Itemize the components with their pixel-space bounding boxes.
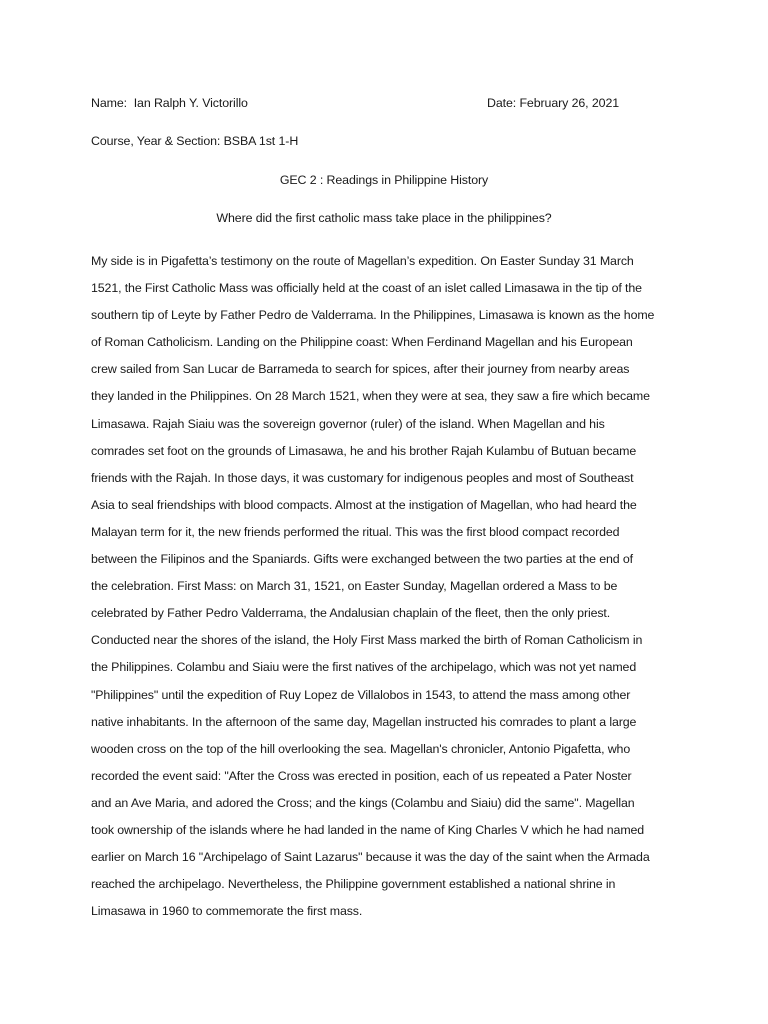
body-line: Conducted near the shores of the island, the Holy First Mass marked the birth of Roman Catholicism in	[91, 633, 643, 648]
course-title: GEC 2 : Readings in Philippine History	[279, 173, 489, 187]
course-label: Course, Year & Section:	[91, 134, 221, 148]
date-label: Date:	[487, 96, 517, 110]
body-line: and an Ave Maria, and adored the Cross; and the kings (Colambu and Siaiu) did the same". Magellan	[91, 795, 635, 810]
body-line: celebrated by Father Pedro Valderrama, the Andalusian chaplain of the fleet, then the only priest.	[91, 606, 611, 621]
body-line: My side is in Pigafetta’s testimony on the route of Magellan’s expedition. On Easter Sunday 31 March	[91, 254, 634, 268]
body-line: Limasawa in 1960 to commemorate the first mass.	[91, 904, 363, 919]
body-line: took ownership of the islands where he had landed in the name of King Charles V which he had named	[91, 822, 645, 837]
body-line: earlier on March 16 "Archipelago of Saint Lazarus" because it was the day of the saint when the Armada	[91, 850, 650, 865]
body-line: Limasawa. Rajah Siaiu was the sovereign governor (ruler) of the island. When Magellan and his	[91, 416, 605, 431]
body-line: they landed in the Philippines. On 28 March 1521, when they were at sea, they saw a fire which became	[91, 389, 650, 404]
essay-body	[91, 248, 691, 925]
body-line: Malayan term for it, the new friends performed the ritual. This was the first blood compact recorded	[91, 524, 620, 539]
body-line: crew sailed from San Lucar de Barrameda to search for spices, after their journey from nearby areas	[91, 362, 630, 377]
body-line: the celebration. First Mass: on March 31, 1521, on Easter Sunday, Magellan ordered a Mass to be	[91, 579, 618, 594]
body-line: reached the archipelago. Nevertheless, the Philippine government established a national shrine in	[91, 877, 616, 892]
body-line: Asia to seal friendships with blood compacts. Almost at the instigation of Magellan, who had heard the	[91, 497, 637, 512]
date-value: February 26, 2021	[519, 96, 620, 110]
body-line: of Roman Catholicism. Landing on the Philippine coast: When Ferdinand Magellan and his European	[91, 335, 633, 350]
body-line: between the Filipinos and the Spaniards. Gifts were exchanged between the two parties at the end of	[91, 552, 633, 567]
body-line: 1521, the First Catholic Mass was officially held at the coast of an islet called Limasawa in the tip of the	[91, 281, 642, 296]
student-name: Ian Ralph Y. Victorillo	[133, 96, 248, 110]
name-label: Name:	[91, 96, 127, 110]
body-line: comrades set foot on the grounds of Limasawa, he and his brother Rajah Kulambu of Butuan became	[91, 443, 637, 458]
date-line	[487, 95, 619, 111]
body-line: the Philippines. Colambu and Siaiu were the first natives of the archipelago, which was not yet named	[91, 660, 637, 675]
body-line: native inhabitants. In the afternoon of the same day, Magellan instructed his comrades to plant a large	[91, 714, 637, 729]
essay-question: Where did the first catholic mass take place in the philippines?	[216, 211, 552, 225]
name-line	[91, 95, 248, 111]
body-line: recorded the event said: "After the Cross was erected in position, each of us repeated a Pater Noster	[91, 768, 632, 783]
body-line: wooden cross on the top of the hill overlooking the sea. Magellan's chronicler, Antonio Pigafetta, who	[91, 741, 631, 756]
course-line	[91, 133, 298, 149]
course-value: BSBA 1st 1-H	[223, 134, 299, 148]
body-line: friends with the Rajah. In those days, it was customary for indigenous peoples and most of Southeast	[91, 470, 634, 485]
body-line: southern tip of Leyte by Father Pedro de Valderrama. In the Philippines, Limasawa is known as the home	[91, 308, 655, 323]
body-line: "Philippines" until the expedition of Ruy Lopez de Villalobos in 1543, to attend the mass among other	[91, 687, 631, 702]
